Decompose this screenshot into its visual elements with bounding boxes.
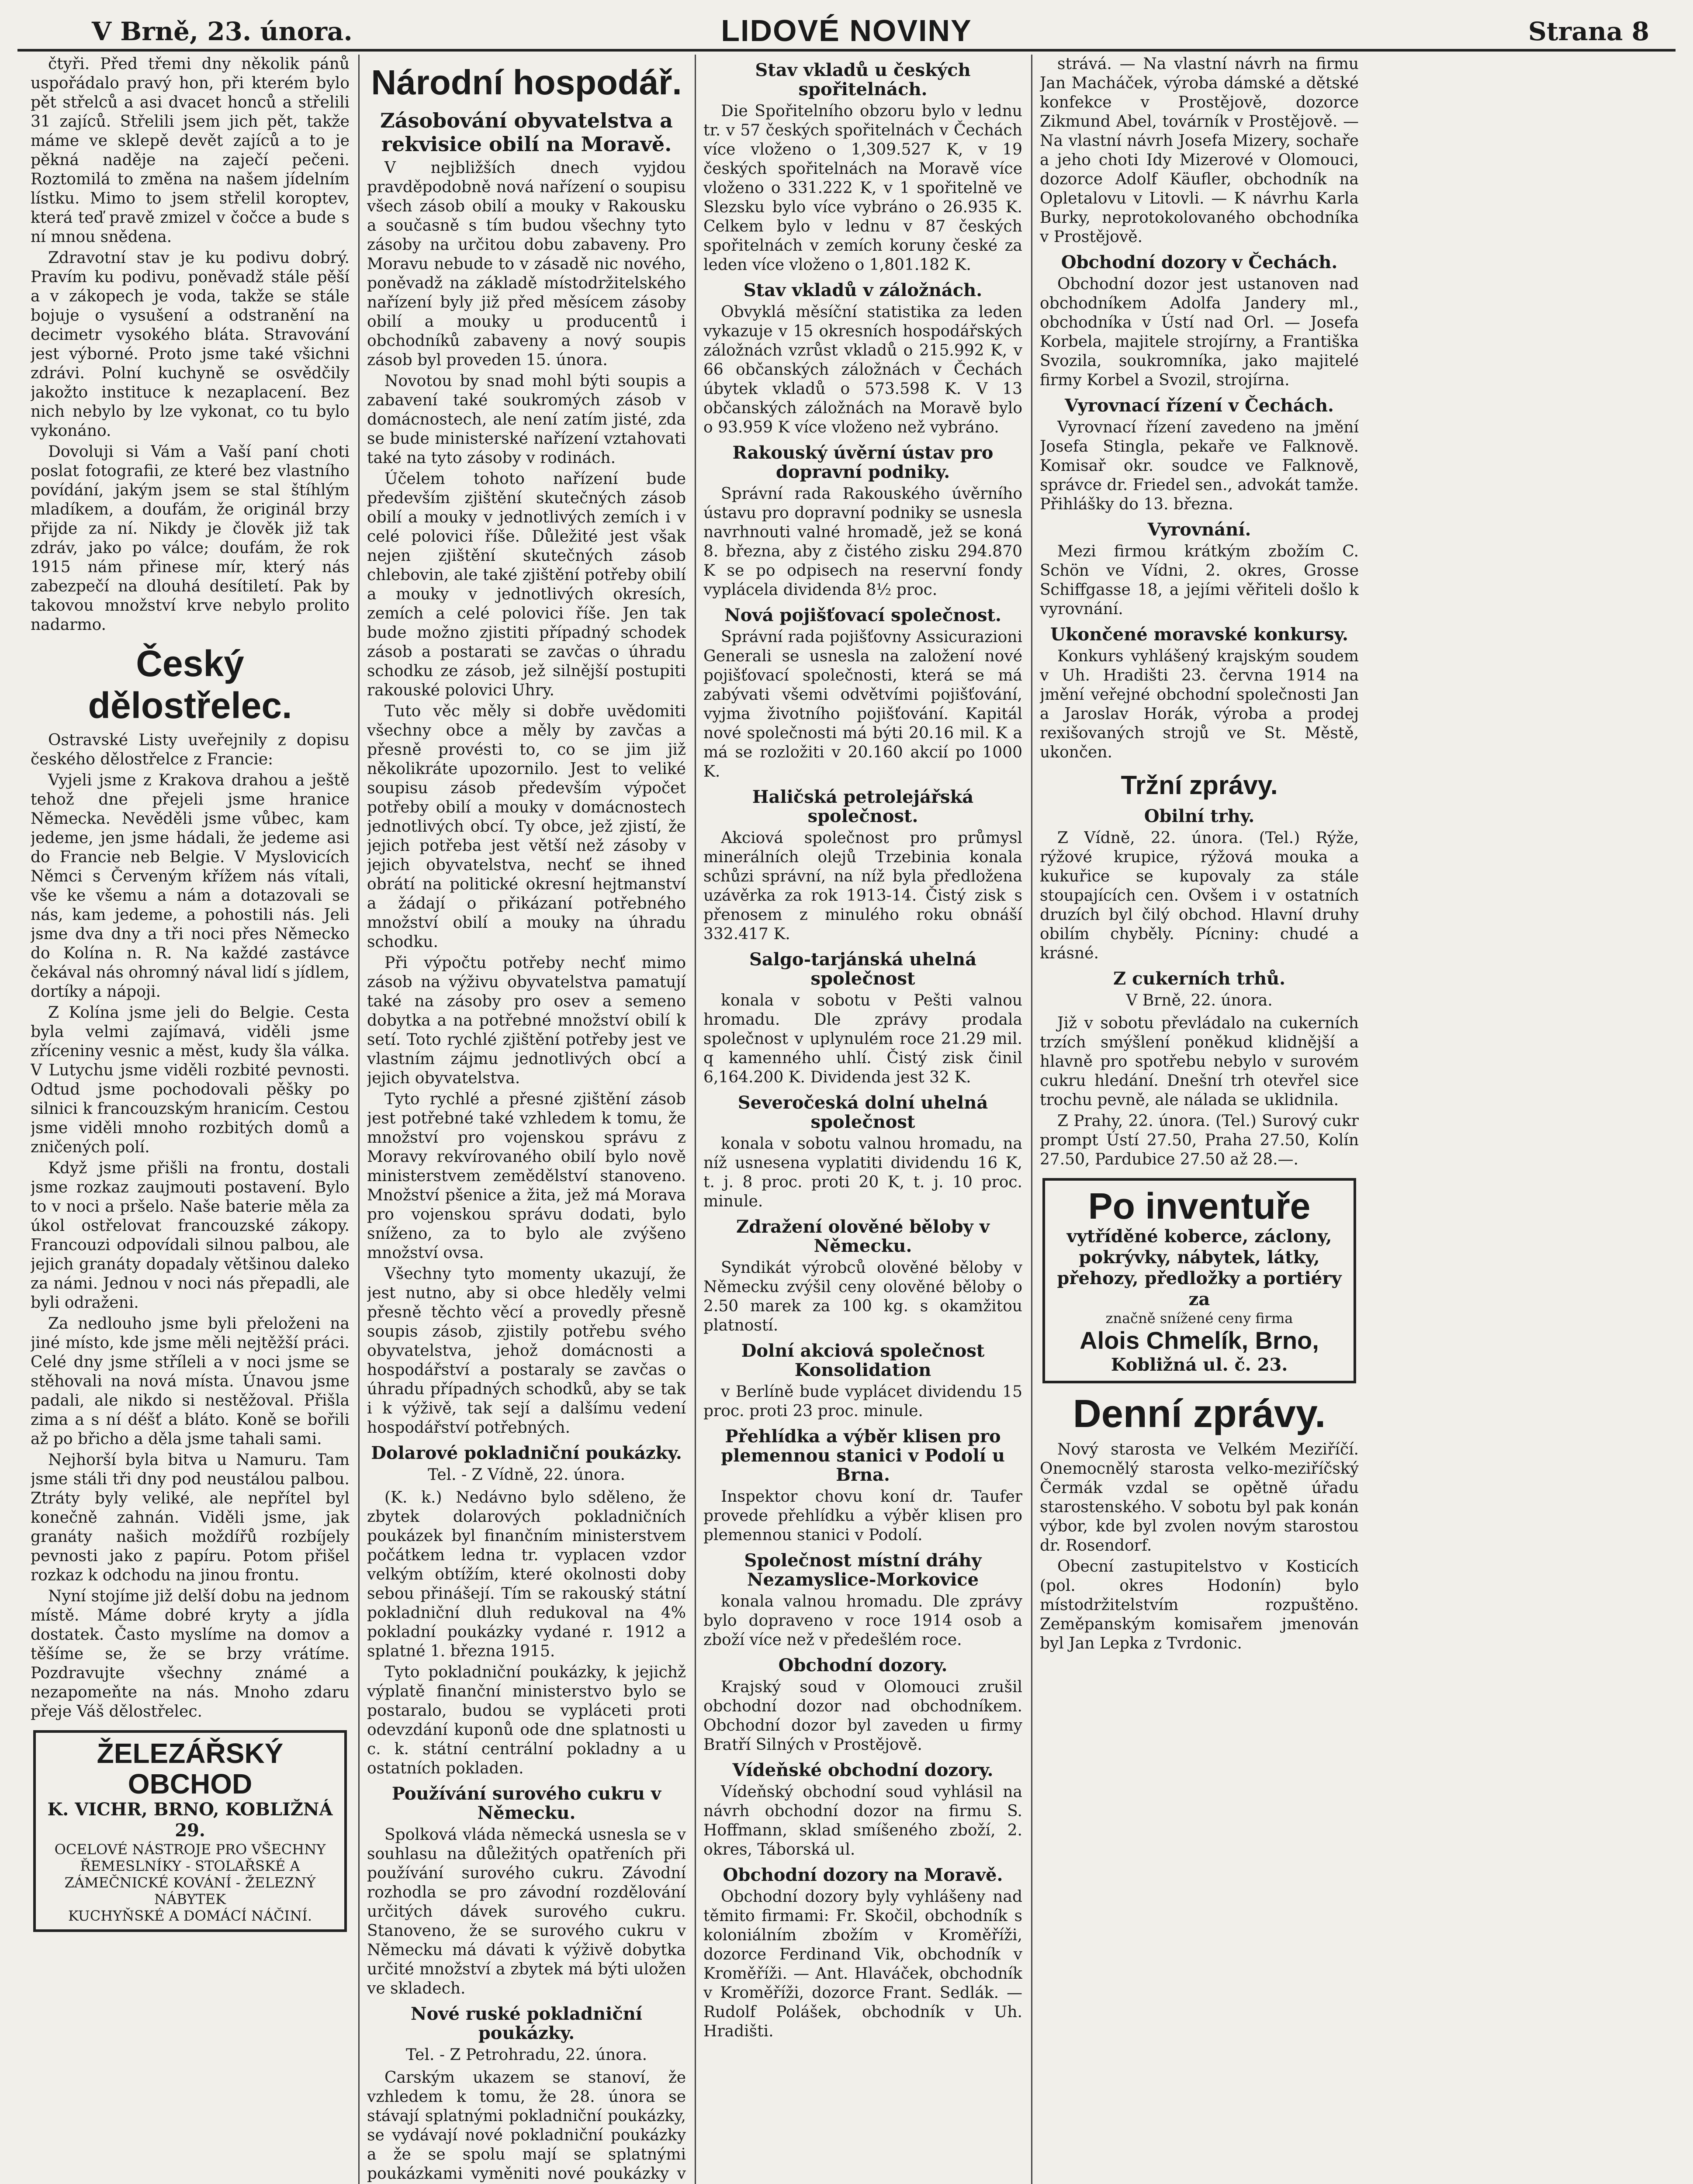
masthead-title: LIDOVÉ NOVINY <box>721 14 972 48</box>
article-paragraph: (K. k.) Nedávno bylo sděleno, že zbytek dolarových pokladničních poukázek byl finančním ministerstvem počátkem ledna tr. vyplacen vzdor velkým obtížím, které okolnosti doby sebou přinášejí. Tím se rakouský státní pokladniční dluh redukoval na 4% pokladní poukázky vydané r. 1912 a splatné 1. března 1915. <box>367 1489 686 1660</box>
article-paragraph: Inspektor chovu koní dr. Taufer provede přehlídku a výběr klisen pro plemennou stanici v Podolí. <box>703 1488 1022 1544</box>
article-paragraph: Spolková vláda německá usnesla se v souhlasu na důležitých opatřeních při používání surového cukru. Závodní rozhodla se pro závodní rozdělování určitých dávek surového cukru. Stanoveno, že se surového cukru v Německu má dávati k výživě dobytka určité množství a zbytek má býti uložen ve skladech. <box>367 1826 686 1997</box>
ad-firm-name: Alois Chmelík, Brno, <box>1080 1327 1319 1354</box>
headline-spolecnost: Společnost místní dráhy Nezamyslice-Morkovice <box>744 1550 982 1590</box>
headline-videnske: Vídeňské obchodní dozory. <box>732 1760 994 1780</box>
article-paragraph: Vyrovnací řízení zavedeno na jmění Josefa Stingla, pekaře ve Falknově. Komisař okr. soudce ve Falknově, správce dr. Friedel sen., advokát tamže. Přihlášky do 13. března. <box>1040 418 1359 513</box>
article-paragraph: Vyjeli jsme z Krakova drahou a ještě tehož dne přejeli jsme hranice Německa. Nevěděli jsme vůbec, kam jedeme, jen jsme hádali, že jedeme asi do Francie neb Belgie. V Myslovicích Němci s Červeným křížem nás vítali, vše ke všemu a nám a dotazovali se nás, kam jedeme, a pohostili nás. Jeli jsme dva dny a tři noci přes Německo do Kolína n. R. Na každé zastávce čekával nás ohromný nával lidí s jídlem, dortíky a nápoji. <box>31 771 350 1001</box>
headline-cesky-delostrelec: Český dělostřelec. <box>88 643 292 726</box>
article-paragraph: Nejhorší byla bitva u Namuru. Tam jsme stáli tři dny pod neustálou palbou. Ztráty byly veliké, ale nepřítel byl konečně zahnán. Viděli jsme, jak granáty našich moždířů rozbíjely pevnosti jako z papíru. Potom přišel rozkaz k odchodu na jinou frontu. <box>31 1451 350 1584</box>
article-paragraph: Mezi firmou krátkým zbožím C. Schön ve Vídni, 2. okres, Grosse Schiffgasse 18, a jejími věřiteli došlo k vyrovnání. <box>1040 543 1359 618</box>
headline-cukerni: Z cukerních trhů. <box>1113 968 1286 989</box>
article-paragraph: Tuto věc měly si dobře uvědomiti všechny obce a měly by zavčas a přesně provésti to, co se jim již několikráte upozornilo. Jest to veliké soupisu zásob především výpočet potřeby obilí a mouky v domácnostech jednotlivých obcí. Ty obce, jež zjistí, že jejich potřeba jest větší než zásoby v jejich obyvatelstva, nechť se ihned obrátí na politické okresní hejtmanství a žádají o přikázaní potřebného množství obilí a mouky na úhradu schodku. <box>367 702 686 951</box>
article-paragraph: Ostravské Listy uveřejnily z dopisu českého dělostřelce z Francie: <box>31 731 350 768</box>
article-paragraph: Tyto rychlé a přesné zjištění zásob jest potřebné také vzhledem k tomu, že množství pro vojenskou správu z Moravy rekvírovaného obilí bylo nově ministerstvem zemědělství stanoveno. Množství pšenice a žita, jež má Morava pro vojenskou správu dodati, bylo sníženo, za to bylo ale zvýšeno množství ovsa. <box>367 1090 686 1262</box>
article-paragraph: Vídeňský obchodní soud vyhlásil na návrh obchodní dozor na firmu S. Hoffmann, sklad smíšeného zboží, 2. okres, Táborská ul. <box>703 1783 1022 1859</box>
ad-address: Kobližná ul. č. 23. <box>1111 1355 1288 1375</box>
column-divider <box>358 55 360 2184</box>
article-paragraph: Všechny tyto momenty ukazují, že jest nutno, aby si obce hleděly velmi přesně těchto věcí a provedly přesně soupis zásob, zjistily potřebu svého obyvatelstva, jehož domácnosti a hospodářství a postaraly se zavčas o úhradu případných schodků, aby se tak i k výživě, tak sejí a dalšímu vedení hospodářství potřebných. <box>367 1265 686 1437</box>
headline-severo: Severočeská dolní uhelná společnost <box>737 1092 988 1132</box>
article-paragraph: Obvyklá měsíční statistika za leden vykazuje v 15 okresních hospodářských záložnách vzrůst vkladů o 215.992 K, v 66 občanských záložnách v Čechách úbytek vkladů o 573.598 K. V 13 občanských záložnách na Moravě bylo o 93.959 K více vloženo než vybráno. <box>703 303 1022 436</box>
article-paragraph: Krajský soud v Olomouci zrušil obchodní dozor nad obchodníkem. Obchodní dozor byl zaveden u firmy Bratří Silných v Prostějově. <box>703 1678 1022 1754</box>
column-2 <box>367 55 686 2184</box>
article-paragraph: Tyto pokladniční poukázky, k jejichž výplatě finanční ministerstvo bylo se postaralo, budou se vypláceti proti odevzdání kuponů ode dne splatnosti u c. k. státní centrální pokladny a u ostatních pokladen. <box>367 1663 686 1777</box>
article-paragraph: Při výpočtu potřeby nechť mimo zásob na výživu obyvatelstva pamatují také na zásoby pro osev a semeno dobytka a na potřebné množství obilí k setí. Toto rychlé zjištění potřeby jest ve vlastním zájmu jednotlivých obcí a jejich obyvatelstva. <box>367 954 686 1087</box>
article-paragraph: Obchodní dozory byly vyhlášeny nad těmito firmami: Fr. Skočil, obchodník s koloniálním zbožím v Kroměříži, dozorce Ferdinand Vik, obchodník v Kroměříži. — Ant. Hlaváček, obchodník v Kroměříži, dozorce Frant. Sedlák. — Rudolf Polášek, obchodník v Uh. Hradišti. <box>703 1888 1022 2040</box>
article-paragraph: Nový starosta ve Velkém Meziříčí. Onemocnělý starosta velko-meziříčský Čermák vzdal se opětně úřadu starostenského. V sobotu byl pak konán výbor, kde byl zvolen novým starostou dr. Rosendorf. <box>1040 1441 1359 1555</box>
headline-halicska: Haličská petrolejářská společnost. <box>752 787 974 826</box>
headline-zalozny: Stav vkladů v záložnách. <box>743 280 983 301</box>
advertisement-zelezarsky-obchod <box>33 1730 347 1932</box>
headline-ukoncene: Ukončené moravské konkursy. <box>1050 624 1348 645</box>
column-4 <box>1040 55 1359 2184</box>
article-paragraph: Novotou by snad mohl býti soupis a zabavení také soukromých zásob v domácnostech, ale není zatím jisté, zda se bude ministerské nařízení vztahovati také na tyto zásoby v rodinách. <box>367 372 686 467</box>
article-paragraph: v Berlíně bude vyplácet dividendu 15 proc. proti 23 proc. minule. <box>703 1383 1022 1420</box>
article-paragraph: Konkurs vyhlášený krajským soudem v Uh. Hradišti 23. června 1914 na jmění veřejné obchodní společnosti Jan a Jaroslav Horák, výroba a prodej rexišovaných strojů ve St. Městě, ukončen. <box>1040 647 1359 761</box>
article-paragraph: Carským ukazem se stanoví, že vzhledem k tomu, že 28. února se stávají splatnými pokladniční poukázky, se vydávají nové pokladniční poukázky a že se spolu mají se splatnými poukázkami vyměniti nové poukázky v <box>367 2069 686 2183</box>
ad-line: vytříděné koberce, záclony, pokrývky, nábytek, látky, přehozy, předložky a portiéry za <box>1057 1226 1342 1310</box>
headline-zasobovani: Zásobování obyvatelstva a rekvisice obilí na Moravě. <box>380 109 673 156</box>
ad-subtitle: K. VICHR, BRNO, KOBLIŽNÁ 29. <box>47 1799 333 1841</box>
newspaper-page <box>17 9 1676 2184</box>
article-paragraph: Zdravotní stav je ku podivu dobrý. Pravím ku podivu, poněvadž stále pěší a v zákopech je voda, takže se stále bojuje o vysušení a odstranění na decimetr vysokého bláta. Stravování jest výborné. Proto jsme také všichni zdrávi. Polní kuchyně se osvědčily jakožto instituce k nezaplacení. Bez nich nebylo by lze vykonat, co tu bylo vykonáno. <box>31 249 350 440</box>
headline-dolarove: Dolarové pokladniční poukázky. <box>371 1443 682 1463</box>
headline-narodni-hospodar: Národní hospodář. <box>371 63 682 102</box>
headline-obilni: Obilní trhy. <box>1144 806 1255 826</box>
ad-title: ŽELEZÁŘSKÝ OBCHOD <box>97 1738 284 1800</box>
article-paragraph: Účelem tohoto nařízení bude především zjištění skutečných zásob obilí a mouky v jednotlivých zemích i v celé polovici říše. Důležité jest však nejen zjištění skutečných zásob chlebovin, ale také zjištění potřeby obilí a mouky v jednotlivých okresích, zemích a celé polovici říše. Jen tak bude možno zjistiti případný schodek zásob a postarati se zavčas o úhradu schodku ze zásob, jež silnější postupiti rakouské polovici Uhry. <box>367 470 686 699</box>
ad-title: Po inventuře <box>1088 1185 1311 1227</box>
headline-cechy: Obchodní dozory v Čechách. <box>1061 252 1338 273</box>
headline-uverni: Rakouský úvěrní ústav pro dopravní podniky. <box>732 442 994 482</box>
headline-vyrovnani: Vyrovnací řízení v Čechách. <box>1065 395 1334 416</box>
dateline: Tel. - Z Petrohradu, 22. února. <box>405 2046 647 2064</box>
article-paragraph: Z Vídně, 22. února. (Tel.) Rýže, rýžové krupice, rýžová mouka a kukuřice se kupovaly za stále stoupajících cen. Ovšem i v ostatních druzích byl čilý obchod. Hlavní druhy obilím chyběly. Pícniny: chudé a krásné. <box>1040 829 1359 962</box>
headline-vyrovnani-2: Vyrovnání. <box>1147 519 1251 540</box>
article-paragraph: Již v sobotu převládalo na cukerních trzích smýšlení poněkud klidnější a hlavně pro spotřebu nebylo v surovém cukru hledání. Dnešní trh otevřel sice trochu pevně, ale nálada se uklidnila. <box>1040 1014 1359 1109</box>
headline-zdrazeni: Zdražení olověné běloby v Německu. <box>736 1216 990 1256</box>
advertisement-po-inventure <box>1042 1178 1356 1383</box>
article-paragraph: Správní rada Rakouského úvěrního ústavu pro dopravní podniky se usnesla navrhnouti valné hromadě, jež se koná 8. března, aby z čistého zisku 294.870 K se po odpisech na reservní fondy vyplácela dividenda 8½ proc. <box>703 485 1022 599</box>
column-divider <box>695 55 696 2184</box>
headline-prehlidka: Přehlídka a výběr klisen pro plemennou stanici v Podolí u Brna. <box>721 1426 1005 1485</box>
column-3 <box>703 55 1022 2184</box>
headline-trzni-zpravy: Tržní zprávy. <box>1121 771 1278 800</box>
article-paragraph: čtyři. Před třemi dny několik pánů uspořádalo pravý hon, při kterém bylo pět střelců a asi dvacet honců a střelili 31 zajíců. Střelili jsem jich pět, takže máme ve sklepě devět zajíců a to je pěkná naděje na zaječí pečeni. Roztomilá to změna na našem jídelním lístku. Mimo to jsem střelil koroptev, která teď pravě zmizel v čočce a bude s ní mnou snědena. <box>31 55 350 246</box>
article-paragraph: konala v sobotu v Pešti valnou hromadu. Dle zprávy prodala společnost v uplynulém roce 21.29 mil. q kamenného uhlí. Čistý zisk činil 6,164.200 K. Dividenda jest 32 K. <box>703 992 1022 1086</box>
page-header <box>17 9 1676 48</box>
dateline: Tel. - Z Vídně, 22. února. <box>428 1466 625 1484</box>
headline-dolni: Dolní akciová společnost Konsolidation <box>741 1341 985 1380</box>
column-divider <box>1031 55 1032 2184</box>
headline-morava: Obchodní dozory na Moravě. <box>723 1865 1003 1885</box>
article-paragraph: Syndikát výrobců olověné běloby v Německu zvýšil ceny olověné běloby o 2.50 marek za 100 kg. s okamžitou platností. <box>703 1259 1022 1334</box>
article-paragraph: Z Prahy, 22. února. (Tel.) Surový cukr prompt Ústí 27.50, Praha 27.50, Kolín 27.50, Pardubice 27.50 až 28.—. <box>1040 1112 1359 1168</box>
ad-line: značně snížené ceny firma <box>1105 1310 1293 1327</box>
article-paragraph: Za nedlouho jsme byli přeloženi na jiné místo, kde jsme měli nejtěžší práci. Celé dny jsme stříleli a v noci jsme se stěhovali na nová místa. Únavou jsme padali, ale nikdo si nestěžoval. Přišla zima a s ní déšť a bláto. Koně se bořili až po břicho a děla jsme tahali sami. <box>31 1315 350 1448</box>
headline-obchodni: Obchodní dozory. <box>778 1655 948 1676</box>
article-paragraph: Z Kolína jsme jeli do Belgie. Cesta byla velmi zajímavá, viděli jsme zříceniny vesnic a měst, kudy šla válka. V Lutychu jsme viděli rozbité pevnosti. Odtud jsme pochodovali pěšky po silnici k francouzským hranicím. Cestou jsme viděli mnoho rozbitých domů a zničených polí. <box>31 1004 350 1156</box>
article-paragraph: Obchodní dozor jest ustanoven nad obchodníkem Adolfa Jandery ml., obchodníka v Ústí nad Orl. — Josefa Korbela, majitele strojírny, a Františka Svozila, soukromníka, jako majitelé firmy Korbel a Svozil, strojírna. <box>1040 275 1359 389</box>
header-dateline: V Brně, 23. února. <box>92 17 353 46</box>
article-paragraph: Správní rada pojišťovny Assicurazioni Generali se usnesla na založení nové pojišťovací společnosti, která se má zabývati všemi odvětvími pojišťování, vyjma životního pojišťování. Kapitál nové společnosti má býti 20.16 mil. K a má se rozložiti v 20.160 akcií po 1000 K. <box>703 628 1022 781</box>
headline-salgo: Salgo-tarjánská uhelná společnost <box>749 949 977 989</box>
headline-ruske: Nové ruské pokladniční poukázky. <box>411 2004 642 2043</box>
article-paragraph: Dovoluji si Vám a Vaší paní choti poslat fotografii, ze které bez vlastního povídání, jakým jsem se stal štíhlým mladíkem, a doufám, že originál brzy přijde za ní. Nikdy je člověk již tak zdráv, jako po válce; doufám, že rok 1915 nám přinese mír, který nás zabezpečí na dlouhá desítiletí. Pak by takovou množství krve nebylo prolito nadarmo. <box>31 443 350 634</box>
article-paragraph: V nejbližších dnech vyjdou pravděpodobně nová nařízení o soupisu všech zásob obilí a mouky v Rakousku a současně s tím budou všechny tyto zásoby na určitou dobu zabaveny. Pro Moravu nebude to v zásadě nic nového, poněvadž na základě místodržitelského nařízení byly již před měsícem zásoby obilí a mouky u producentů i obchodníků zabaveny a nový soupis zásob byl proveden 15. února. <box>367 159 686 369</box>
ad-line: OCELOVÉ NÁSTROJE PRO VŠECHNY <box>54 1841 326 1858</box>
article-paragraph: Akciová společnost pro průmysl minerálních olejů Trzebinia konala schůzi správní, na níž byla předložena uzávěrka za rok 1913-14. Čistý zisk s přenosem z minulého roku obnáší 332.417 K. <box>703 829 1022 943</box>
article-paragraph: konala v sobotu valnou hromadu, na níž usnesena vyplatiti dividendu 16 K, t. j. 8 proc. proti 20 K, t. j. 10 proc. minule. <box>703 1135 1022 1210</box>
ad-line: KUCHYŇSKÉ A DOMÁCÍ NÁČINÍ. <box>68 1908 312 1924</box>
article-paragraph: Když jsme přišli na frontu, dostali jsme rozkaz zaujmouti postavení. Bylo to v noci a pršelo. Naše baterie měla za úkol ostřelovat francouzské zákopy. Francouzi odpovídali silnou palbou, ale jejich granáty dopadaly většinou daleko za námi. Jednou v noci nás přepadli, ale byli odraženi. <box>31 1159 350 1312</box>
article-paragraph: konala valnou hromadu. Dle zprávy bylo dopraveno v roce 1914 osob a zboží více než v předešlém roce. <box>703 1593 1022 1649</box>
article-paragraph: Obecní zastupitelstvo v Kosticích (pol. okres Hodonín) bylo místodržitelstvím rozpuštěno. Zeměpanským komisařem jmenován byl Jan Lepka z Tvrdonic. <box>1040 1558 1359 1652</box>
page-number: Strana 8 <box>1528 17 1649 46</box>
article-paragraph: Nyní stojíme již delší dobu na jednom místě. Máme dobré kryty a jídla dostatek. Často myslíme na domov a těšíme se, že se brzy vrátíme. Pozdravujte všechny známé a nezapomeňte na nás. Mnoho zdaru přeje Váš dělostřelec. <box>31 1587 350 1721</box>
article-paragraph: strává. — Na vlastní návrh na firmu Jan Macháček, výroba dámské a dětské konfekce v Prostějově, dozorce Zikmund Abel, továrník v Prostějově. — Na vlastní návrh Josefa Mizery, sochaře a jeho choti Idy Mizerové v Olomouci, dozorce Adolf Käufler, obchodník na Opletalovu v Litovli. — K návrhu Karla Burky, neprotokolovaného obchodníka v Prostějově. <box>1040 55 1359 246</box>
header-rule <box>17 49 1676 52</box>
headline-pojistovaci: Nová pojišťovací společnost. <box>724 605 1001 625</box>
article-paragraph: Die Spořitelního obzoru bylo v lednu tr. v 57 českých spořitelnách v Čechách více vloženo o 1,309.527 K, v 19 českých spořitelnách na Moravě více vloženo o 331.222 K, v 1 spořitelně ve Slezsku bylo více vybráno o 26.935 K. Celkem bylo v lednu v 87 českých spořitelnách v zemích koruny české za leden více vloženo o 1,801.182 K. <box>703 102 1022 274</box>
ad-line: ŘEMESLNÍKY - STOLAŘSKÉ A ZÁMEČNICKÉ KOVÁNÍ - ŽELEZNÝ NÁBYTEK <box>64 1858 316 1908</box>
headline-vklady: Stav vkladů u českých spořitelnách. <box>755 60 971 100</box>
column-1 <box>31 55 350 2184</box>
dateline: V Brně, 22. února. <box>1126 992 1273 1009</box>
headline-surove: Používání surového cukru v Německu. <box>391 1783 661 1823</box>
headline-denni-zpravy: Denní zprávy. <box>1073 1392 1326 1436</box>
